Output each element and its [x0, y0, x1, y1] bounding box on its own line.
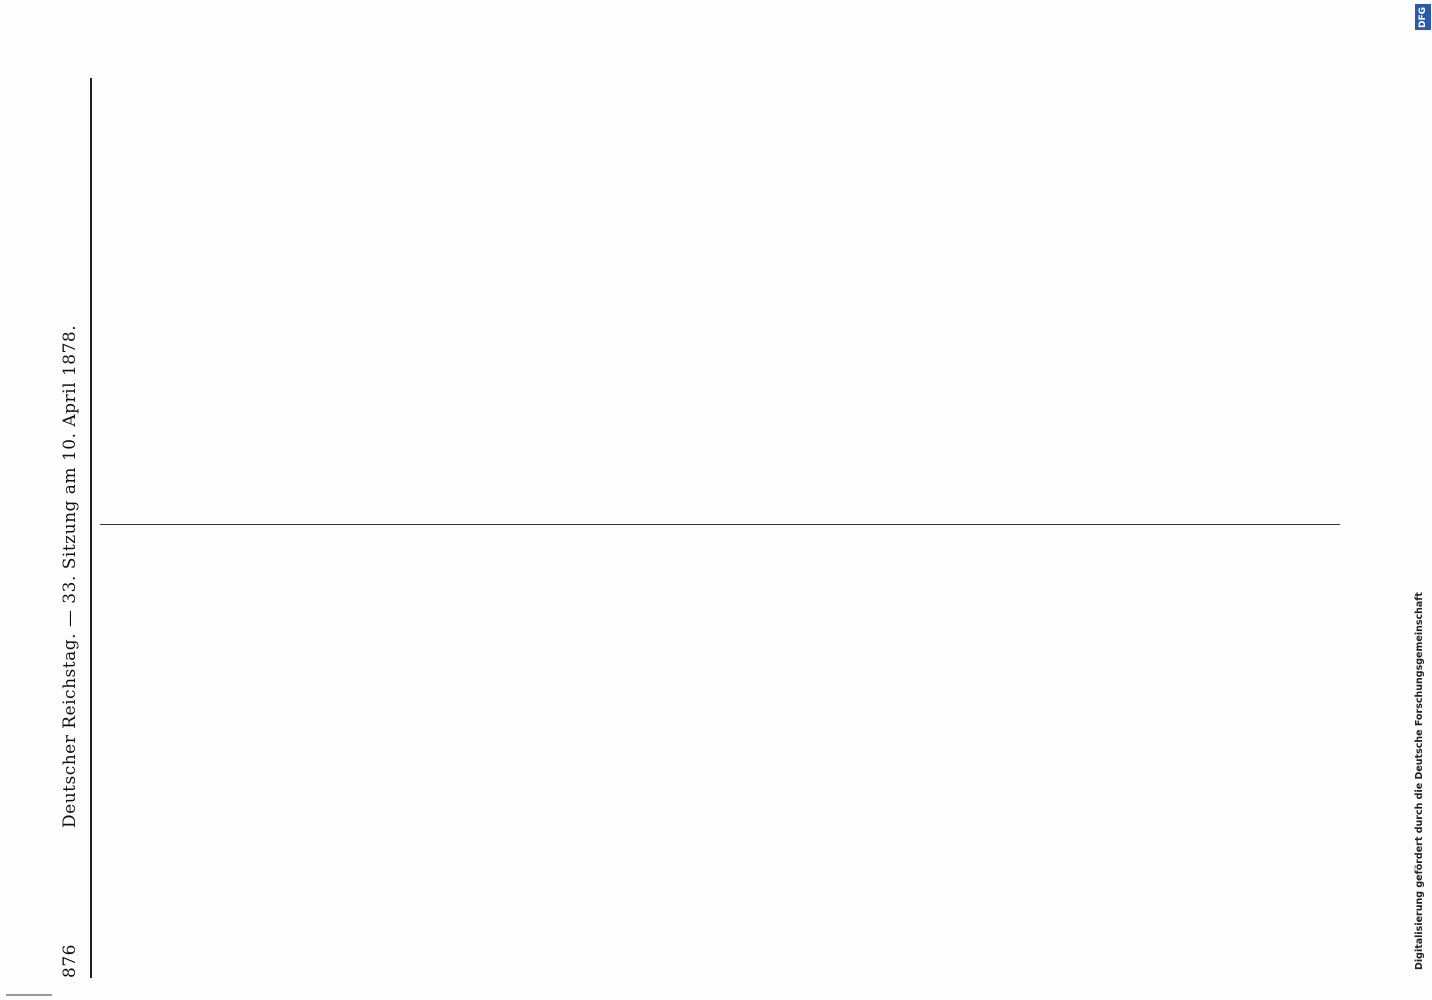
page-number: 876 — [60, 944, 80, 978]
dfg-logo: DFG — [1415, 4, 1431, 30]
page-header — [60, 78, 88, 978]
scan-edge-mark — [6, 994, 52, 996]
column-divider — [100, 524, 1340, 525]
digitisation-credit: Digitalisierung gefördert durch die Deutsche Forschungsgemeinschaft — [1414, 592, 1425, 970]
running-title: Deutscher Reichstag. — 33. Sitzung am 10. April 1878. — [60, 324, 80, 828]
header-rule — [90, 78, 92, 978]
text-column-left — [100, 538, 1340, 978]
text-column-right — [100, 64, 1340, 504]
